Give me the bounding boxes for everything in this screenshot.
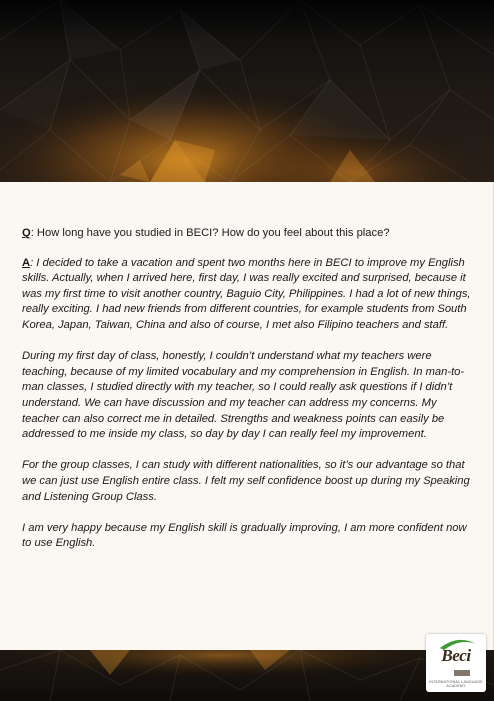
question-marker: Q [22,227,31,239]
header-geometric-pattern [0,0,494,182]
footer-decorative-band [0,650,494,701]
question-paragraph [22,226,472,242]
logo-wordmark: Beci [441,646,471,665]
qa-body [22,226,472,567]
question-text: : How long have you studied in BECI? How do you feel about this place? [30,227,390,239]
answer-paragraph-2: During my first day of class, honestly, I couldn’t understand what my teachers were teaching, because of my limited vocabulary and my comprehension in English. In man-to-man classes, I studied directly with my teacher, so I could really ask questions if I didn’t understand. We can have discussion and my teacher can address my concerns. My teacher can also correct me in detailed. Strengths and weakness points can easily be addressed to me inside my class, so day by day I can really feel my improvement. [22,350,465,441]
answer-paragraph-1 [22,256,472,334]
answer-paragraph-4: I am very happy because my English skill is gradually improving, I am more confident now to use English. [22,521,467,550]
footer-geometric-pattern [0,650,494,701]
answer-paragraph-3: For the group classes, I can study with different nationalities, so it’s our advantage so that we can just use English entire class. I felt my self confidence boost up during my Speaking and Listening Group Class. [22,459,470,503]
header-decorative-band [0,0,494,182]
logo-subtitle: INTERNATIONAL LANGUAGE ACADEMY [429,680,483,688]
content-area [0,182,494,650]
answer-text-1: : I decided to take a vacation and spent two months here in BECI to improve my English skills. Actually, when I arrived here, first day, I was really excited and surprised, because it was my first time to visit another country, Baguio City, Philippines. I had a lot of new things, really exciting. I had new friends from different countries, for example students from South Korea, Japan, Taiwan, China and also of course, I met also Filipino teachers and staff. [22,256,471,331]
beci-logo [426,634,486,692]
answer-marker: A [22,256,31,269]
